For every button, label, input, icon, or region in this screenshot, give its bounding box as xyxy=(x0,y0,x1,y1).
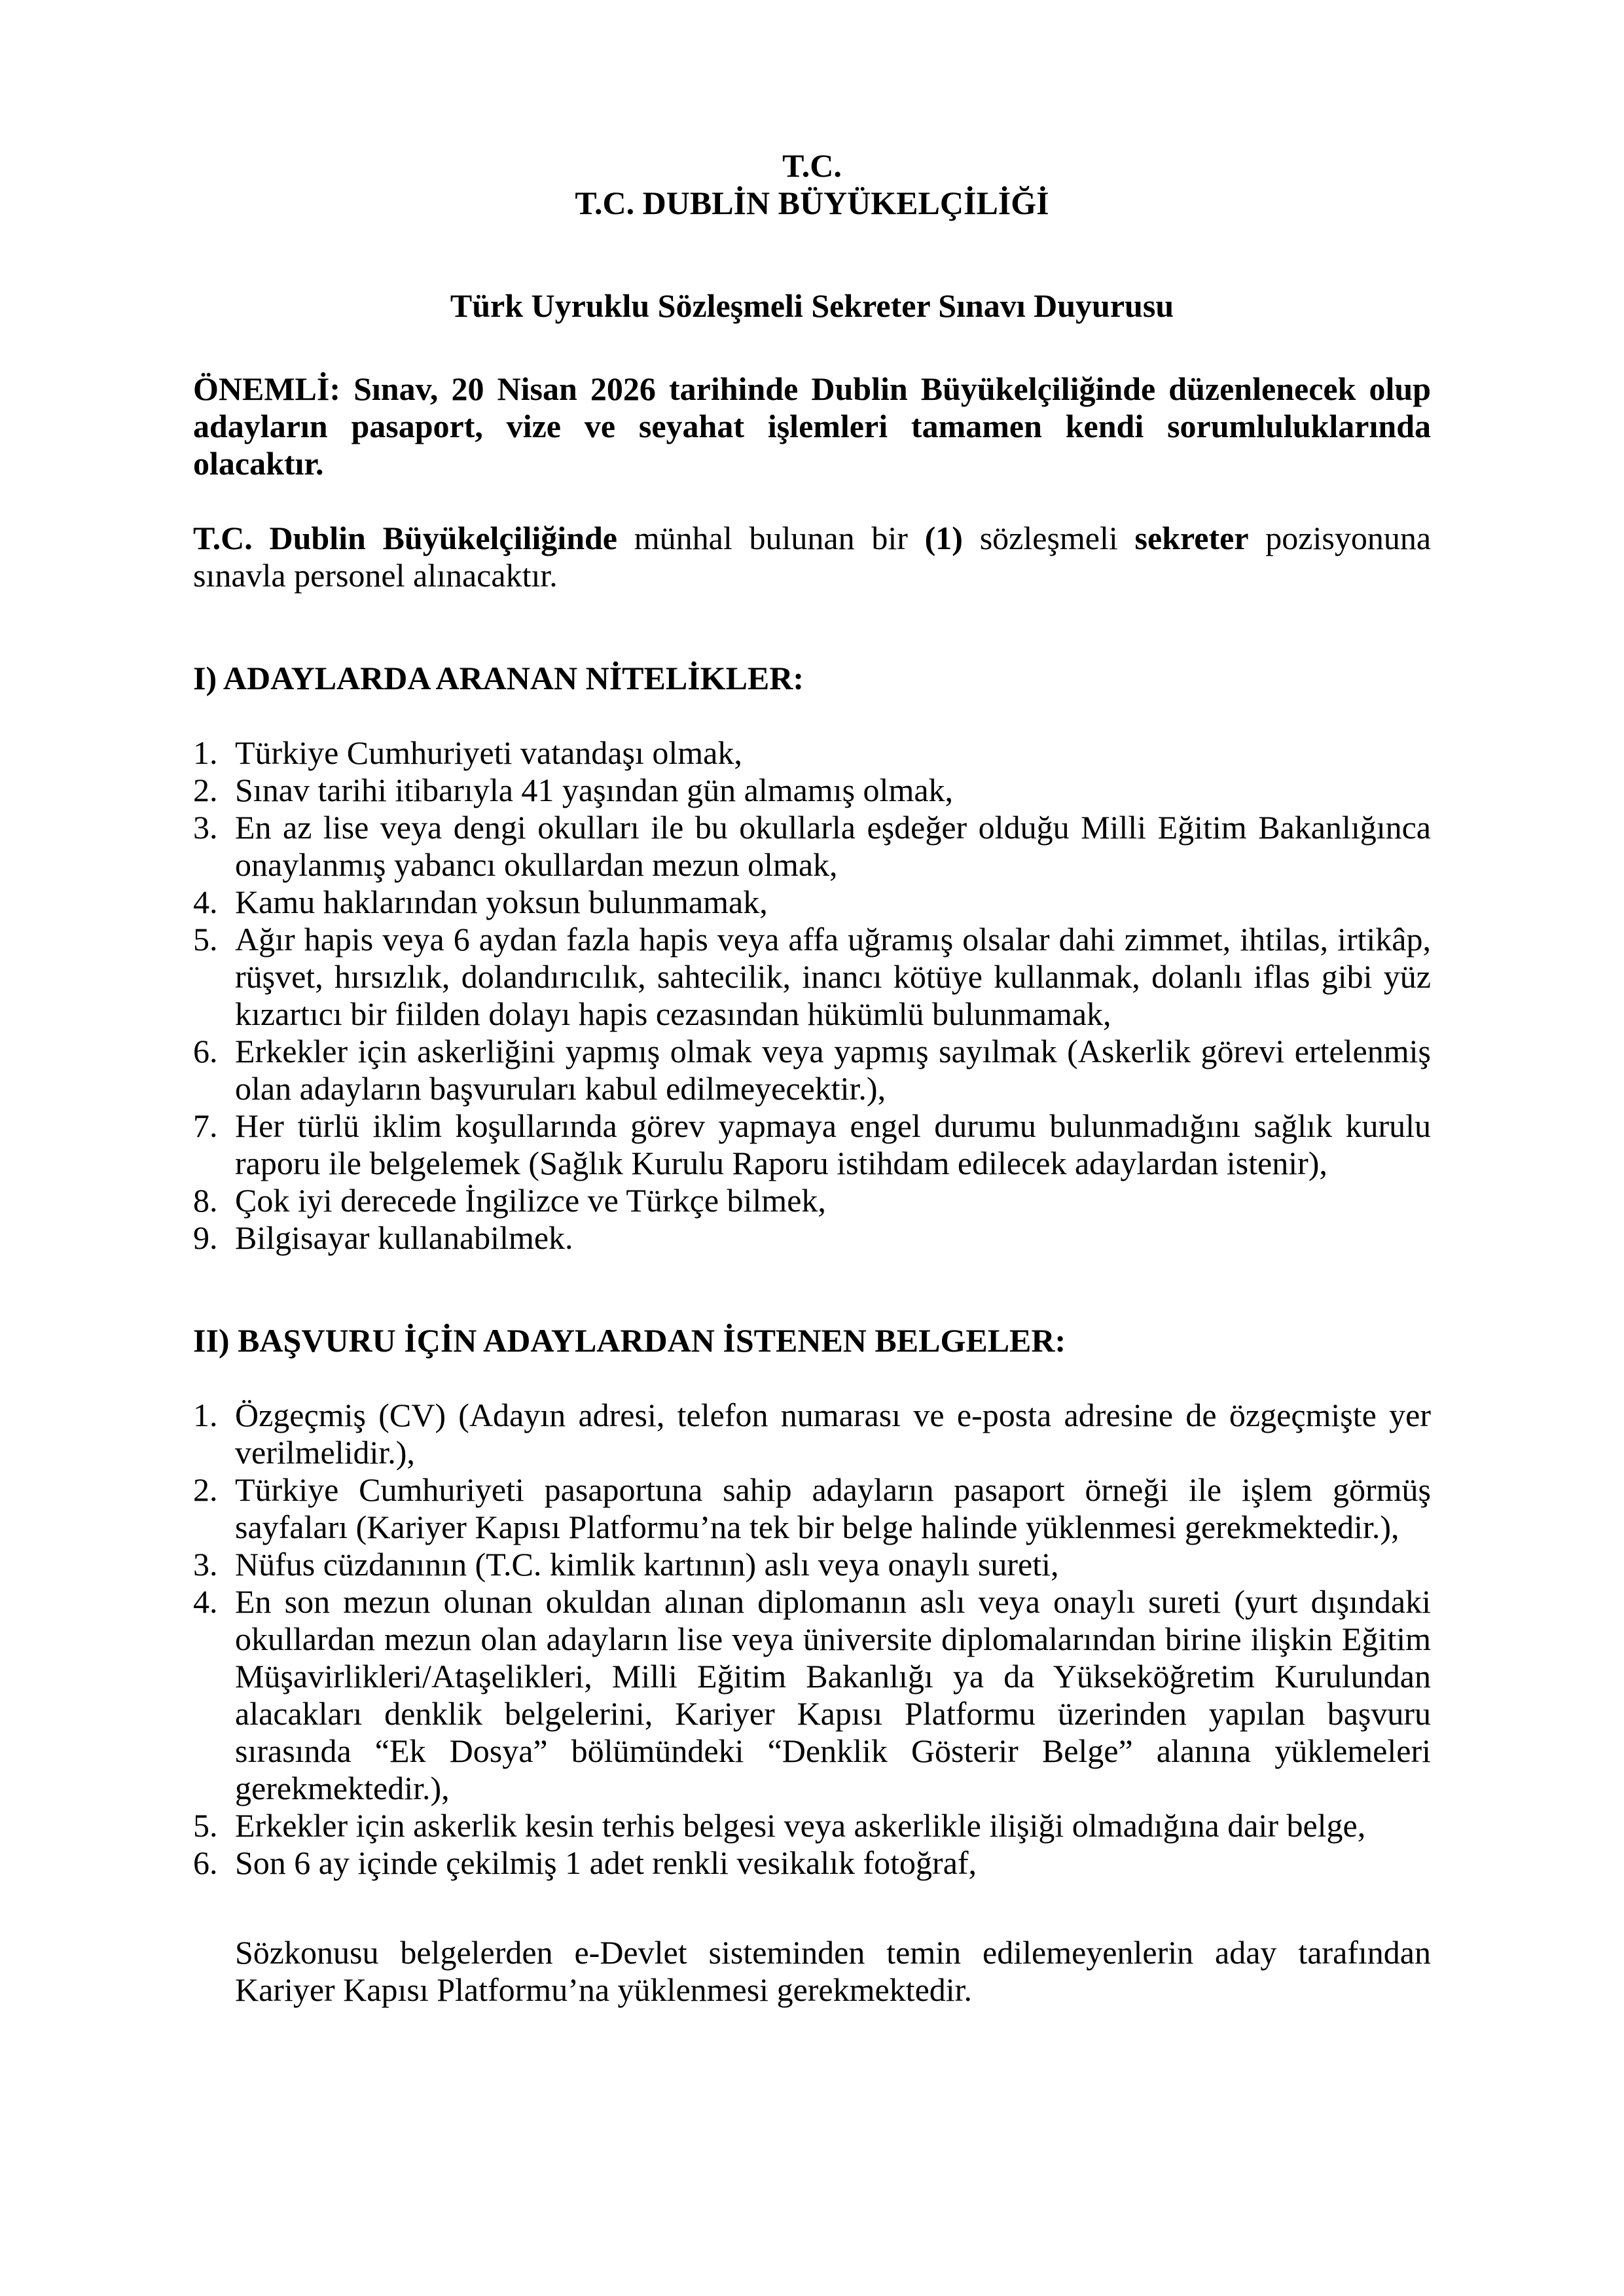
list-item-number: 1. xyxy=(193,1397,218,1433)
intro-embassy-bold: T.C. Dublin Büyükelçiliğinde xyxy=(193,520,617,556)
list-item xyxy=(193,1546,1431,1583)
list-item xyxy=(193,1219,1431,1257)
list-item-number: 3. xyxy=(193,1546,218,1583)
list-item xyxy=(193,809,1431,884)
list-item-number: 7. xyxy=(193,1107,218,1144)
list-item-text: Ağır hapis veya 6 aydan fazla hapis veya affa uğramış olsalar dahi zimmet, ihtilas, irtikâp, rüşvet, hırsızlık, dolandırıcılık, sahtecilik, inancı kötüye kullanmak, dolanlı iflas gibi yüz kızartıcı bir fiilden dolayı hapis cezasından hükümlü bulunmamak, xyxy=(235,921,1431,1032)
list-item-number: 4. xyxy=(193,884,218,920)
list-item-text: Türkiye Cumhuriyeti pasaportuna sahip adayların pasaport örneği ile işlem görmüş sayfaları (Kariyer Kapısı Platformu’na tek bir belge halinde yüklenmesi gerekmektedir.), xyxy=(235,1471,1431,1545)
intro-position-bold: sekreter xyxy=(1134,520,1249,556)
closing-note: Sözkonusu belgelerden e-Devlet sisteminden temin edilemeyenlerin aday tarafından Kariyer Kapısı Platformu’na yüklenmesi gerekmektedir. xyxy=(235,1934,1431,2008)
letterhead-tc: T.C. xyxy=(782,147,842,184)
list-item-text: Kamu haklarından yoksun bulunmamak, xyxy=(235,884,768,920)
list-item xyxy=(193,1583,1431,1807)
list-item-text: Özgeçmiş (CV) (Adayın adresi, telefon numarası ve e-posta adresine de özgeçmişte yer verilmelidir.), xyxy=(235,1397,1431,1471)
list-item-text: En son mezun olunan okuldan alınan diplomanın aslı veya onaylı sureti (yurt dışındaki okullardan mezun olan adayların lise veya üniversite diplomalarından birine ilişkin Eğitim Müşavirlikleri/Ataşelikleri, Milli Eğitim Bakanlığı ya da Yükseköğretim Kurulundan alacakları denklik belgelerini, Kariyer Kapısı Platformu üzerinden yapılan başvuru sırasında “Ek Dosya” bölümündeki “Denklik Gösterir Belge” alanına yüklemeleri gerekmektedir.), xyxy=(235,1583,1431,1806)
section1-list xyxy=(193,734,1431,1257)
letterhead-embassy-title: T.C. DUBLİN BÜYÜKELÇİLİĞİ xyxy=(575,185,1049,221)
intro-text-2: sözleşmeli xyxy=(962,520,1135,556)
list-item-text: Erkekler için askerlik kesin terhis belgesi veya askerlikle ilişiği olmadığına dair belge, xyxy=(235,1807,1366,1844)
list-item xyxy=(193,1397,1431,1471)
list-item xyxy=(193,1807,1431,1844)
section2-list xyxy=(193,1397,1431,1882)
list-item xyxy=(193,1844,1431,1882)
list-item xyxy=(193,734,1431,772)
list-item-number: 2. xyxy=(193,1471,218,1508)
list-item-number: 5. xyxy=(193,1807,218,1844)
list-item-number: 2. xyxy=(193,772,218,808)
list-item-number: 6. xyxy=(193,1033,218,1069)
list-item-text: Bilgisayar kullanabilmek. xyxy=(235,1219,573,1256)
list-item-number: 3. xyxy=(193,809,218,846)
important-notice: ÖNEMLİ: Sınav, 20 Nisan 2026 tarihinde Dublin Büyükelçiliğinde düzenlenecek olup adayların pasaport, vize ve seyahat işlemleri tamamen kendi sorumluluklarında olacaktır. xyxy=(193,370,1431,482)
list-item-text: Çok iyi derecede İngilizce ve Türkçe bilmek, xyxy=(235,1182,826,1219)
list-item-text: Erkekler için askerliğini yapmış olmak veya yapmış sayılmak (Askerlik görevi ertelenmiş olan adayların başvuruları kabul edilmeyecektir.), xyxy=(235,1033,1431,1107)
list-item xyxy=(193,921,1431,1033)
list-item xyxy=(193,772,1431,809)
list-item xyxy=(193,1182,1431,1219)
document-subject: Türk Uyruklu Sözleşmeli Sekreter Sınavı Duyurusu xyxy=(450,287,1174,324)
intro-paragraph xyxy=(193,520,1431,594)
list-item-text: Son 6 ay içinde çekilmiş 1 adet renkli vesikalık fotoğraf, xyxy=(235,1844,977,1881)
list-item-number: 1. xyxy=(193,734,218,771)
list-item-text: Türkiye Cumhuriyeti vatandaşı olmak, xyxy=(235,734,742,771)
list-item xyxy=(193,1471,1431,1546)
list-item-text: Her türlü iklim koşullarında görev yapmaya engel durumu bulunmadığını sağlık kurulu raporu ile belgelemek (Sağlık Kurulu Raporu istihdam edilecek adaylardan istenir), xyxy=(235,1107,1431,1181)
intro-text-3: pozisyonuna sınavla personel alınacaktır. xyxy=(193,520,1432,594)
intro-text-1: münhal bulunan bir xyxy=(617,520,925,556)
list-item-number: 8. xyxy=(193,1182,218,1219)
intro-count-bold: (1) xyxy=(924,520,963,556)
list-item xyxy=(193,884,1431,921)
list-item-number: 4. xyxy=(193,1583,218,1620)
list-item-text: En az lise veya dengi okulları ile bu okullarla eşdeğer olduğu Milli Eğitim Bakanlığınca onaylanmış yabancı okullardan mezun olmak, xyxy=(235,809,1431,883)
section2-heading: II) BAŞVURU İÇİN ADAYLARDAN İSTENEN BELGELER: xyxy=(193,1322,1066,1359)
list-item-text: Nüfus cüzdanının (T.C. kimlik kartının) aslı veya onaylı sureti, xyxy=(235,1546,1059,1583)
list-item-number: 5. xyxy=(193,921,218,958)
list-item xyxy=(193,1033,1431,1107)
list-item-number: 6. xyxy=(193,1844,218,1881)
list-item-text: Sınav tarihi itibarıyla 41 yaşından gün almamış olmak, xyxy=(235,772,954,808)
section1-heading: I) ADAYLARDA ARANAN NİTELİKLER: xyxy=(193,660,804,696)
list-item-number: 9. xyxy=(193,1219,218,1256)
list-item xyxy=(193,1107,1431,1182)
